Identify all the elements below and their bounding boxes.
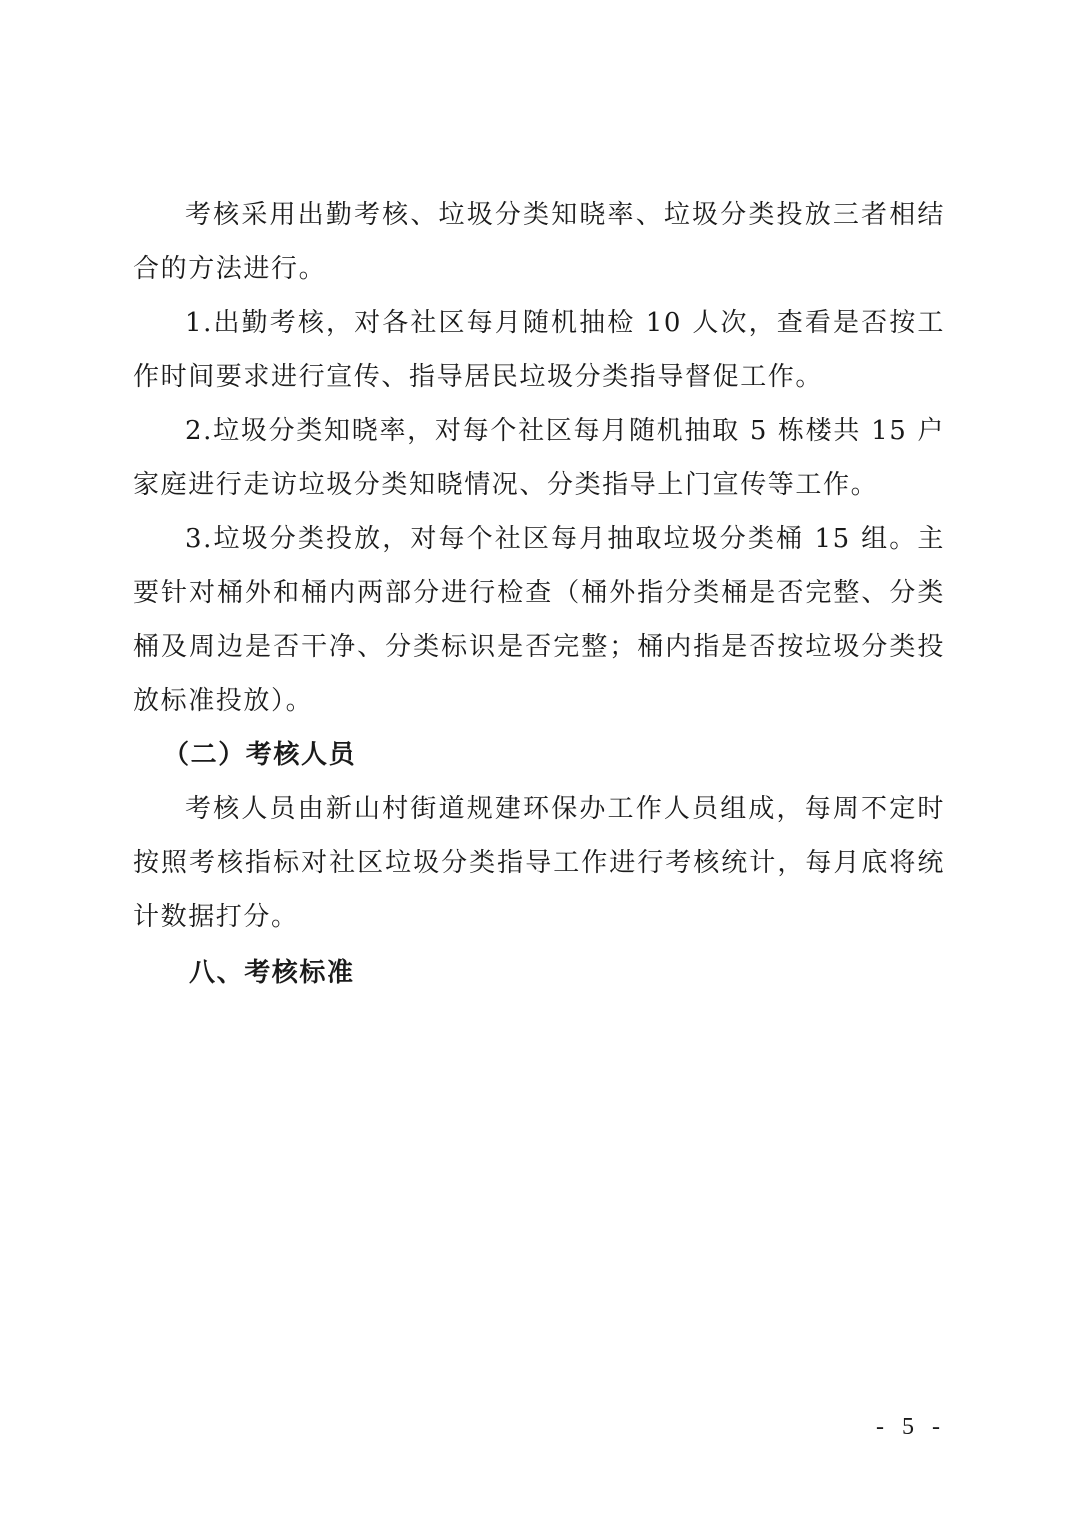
paragraph-awareness-rate: 2.垃圾分类知晓率，对每个社区每月随机抽取 5 栋楼共 15 户家庭进行走访垃圾分类知晓情况、分类指导上门宣传等工作。: [133, 416, 945, 500]
paragraph-attendance-check: 1.出勤考核，对各社区每月随机抽检 10 人次，查看是否按工作时间要求进行宣传、指导居民垃圾分类指导督促工作。: [133, 308, 945, 392]
subheading-assessors: （二）考核人员: [163, 740, 357, 770]
paragraph-assessors: 考核人员由新山村街道规建环保办工作人员组成，每周不定时按照考核指标对社区垃圾分类指导工作进行考核统计，每月底将统计数据打分。: [133, 794, 945, 932]
document-body: [133, 188, 945, 1000]
page-number: - 5 -: [876, 1414, 946, 1440]
section-heading-standards: 八、考核标准: [189, 958, 355, 988]
paragraph-sorting-disposal: 3.垃圾分类投放，对每个社区每月抽取垃圾分类桶 15 组。主要针对桶外和桶内两部分进行检查（桶外指分类桶是否完整、分类桶及周边是否干净、分类标识是否完整；桶内指是否按垃圾分类投放标准投放）。: [133, 524, 945, 716]
paragraph-assessment-method: 考核采用出勤考核、垃圾分类知晓率、垃圾分类投放三者相结合的方法进行。: [133, 200, 945, 284]
